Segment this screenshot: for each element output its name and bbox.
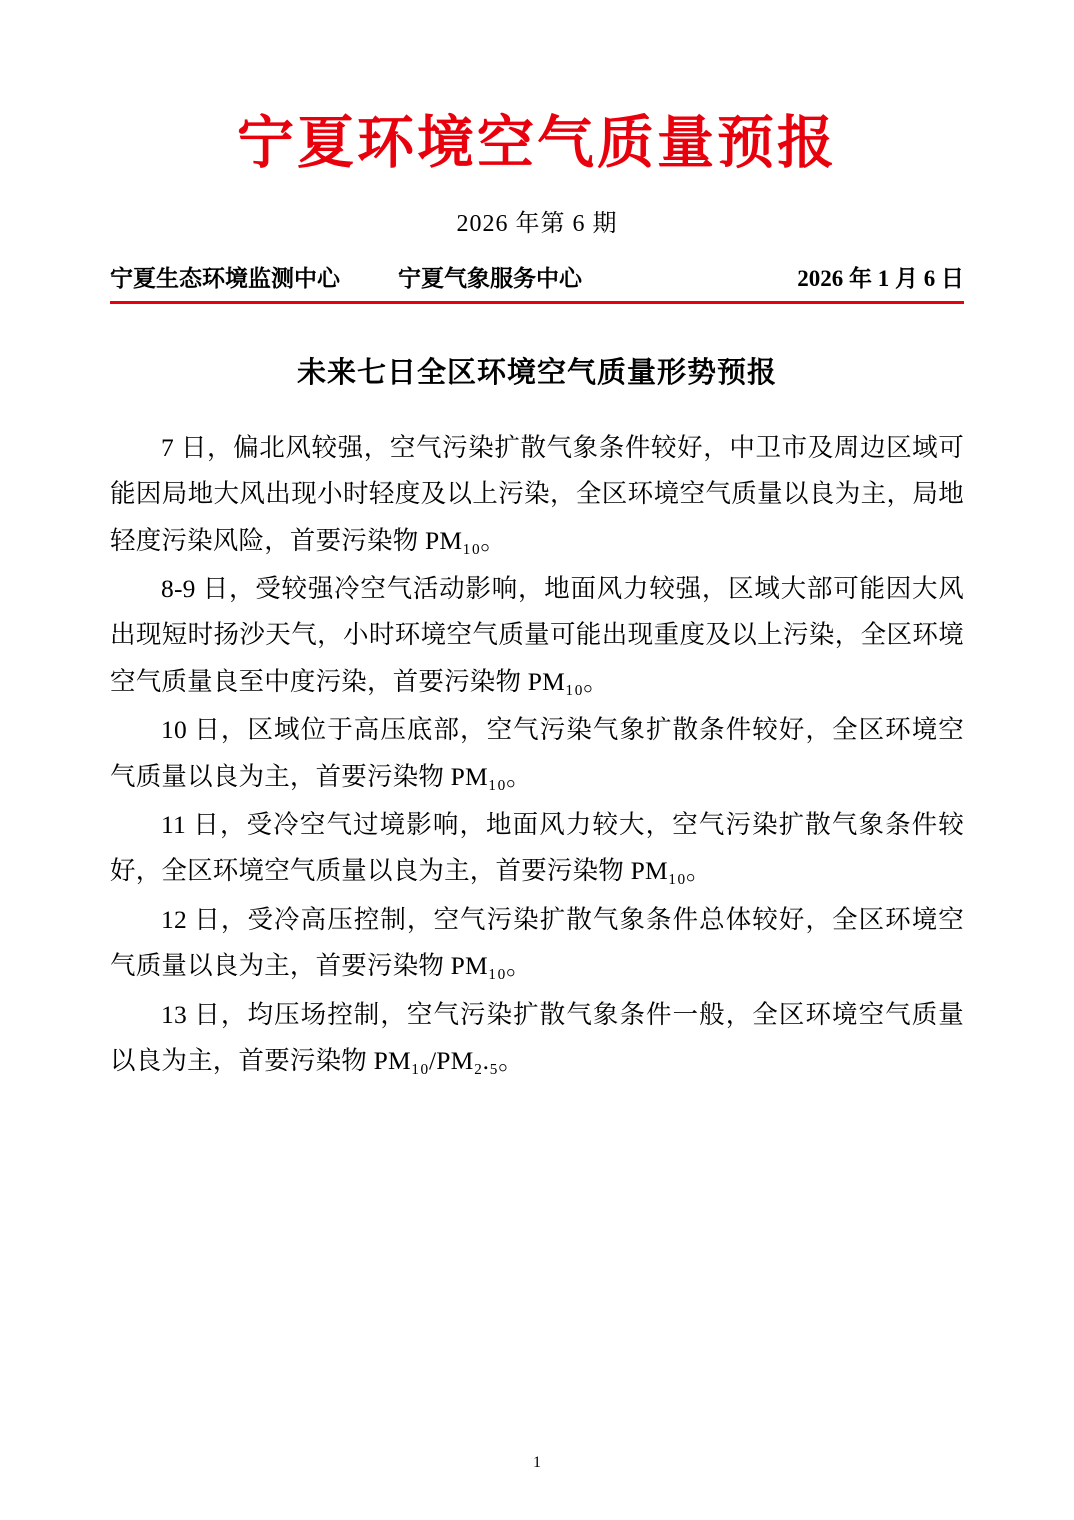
masthead-divider [110,301,964,304]
forecast-paragraph: 8-9 日，受较强冷空气活动影响，地面风力较强，区域大部可能因大风出现短时扬沙天气，小时环境空气质量可能出现重度及以上污染，全区环境空气质量良至中度污染，首要污染物 PM₁₀。 [110,573,964,696]
forecast-paragraph: 13 日，均压场控制，空气污染扩散气象条件一般，全区环境空气质量以良为主，首要污染物 PM₁₀/PM₂.₅。 [110,999,964,1075]
forecast-paragraph: 7 日，偏北风较强，空气污染扩散气象条件较好，中卫市及周边区域可能因局地大风出现小时轻度及以上污染，全区环境空气质量以良为主，局地轻度污染风险，首要污染物 PM₁₀。 [110,432,964,555]
issuing-org-weather-center: 宁夏气象服务中心 [398,265,582,291]
forecast-paragraph: 12 日，受冷高压控制，空气污染扩散气象条件总体较好，全区环境空气质量以良为主，首要污染物 PM₁₀。 [110,904,964,981]
issuing-org-monitoring-center: 宁夏生态环境监测中心 [110,265,340,291]
issue-number: 2026 年第 6 期 [456,210,618,237]
forecast-paragraph: 11 日，受冷空气过境影响，地面风力较大，空气污染扩散气象条件较好，全区环境空气质量以良为主，首要污染物 PM₁₀。 [110,809,964,886]
organization-row [110,260,964,293]
document-heading: 未来七日全区环境空气质量形势预报 [296,354,777,389]
forecast-paragraph: 10 日，区域位于高压底部，空气污染气象扩散条件较好，全区环境空气质量以良为主，首要污染物 PM₁₀。 [110,715,964,791]
page-number: 1 [533,1454,541,1471]
masthead-title: 宁夏环境空气质量预报 [237,109,837,176]
publication-date: 2026 年 1 月 6 日 [797,265,964,291]
document-body [110,425,964,1085]
